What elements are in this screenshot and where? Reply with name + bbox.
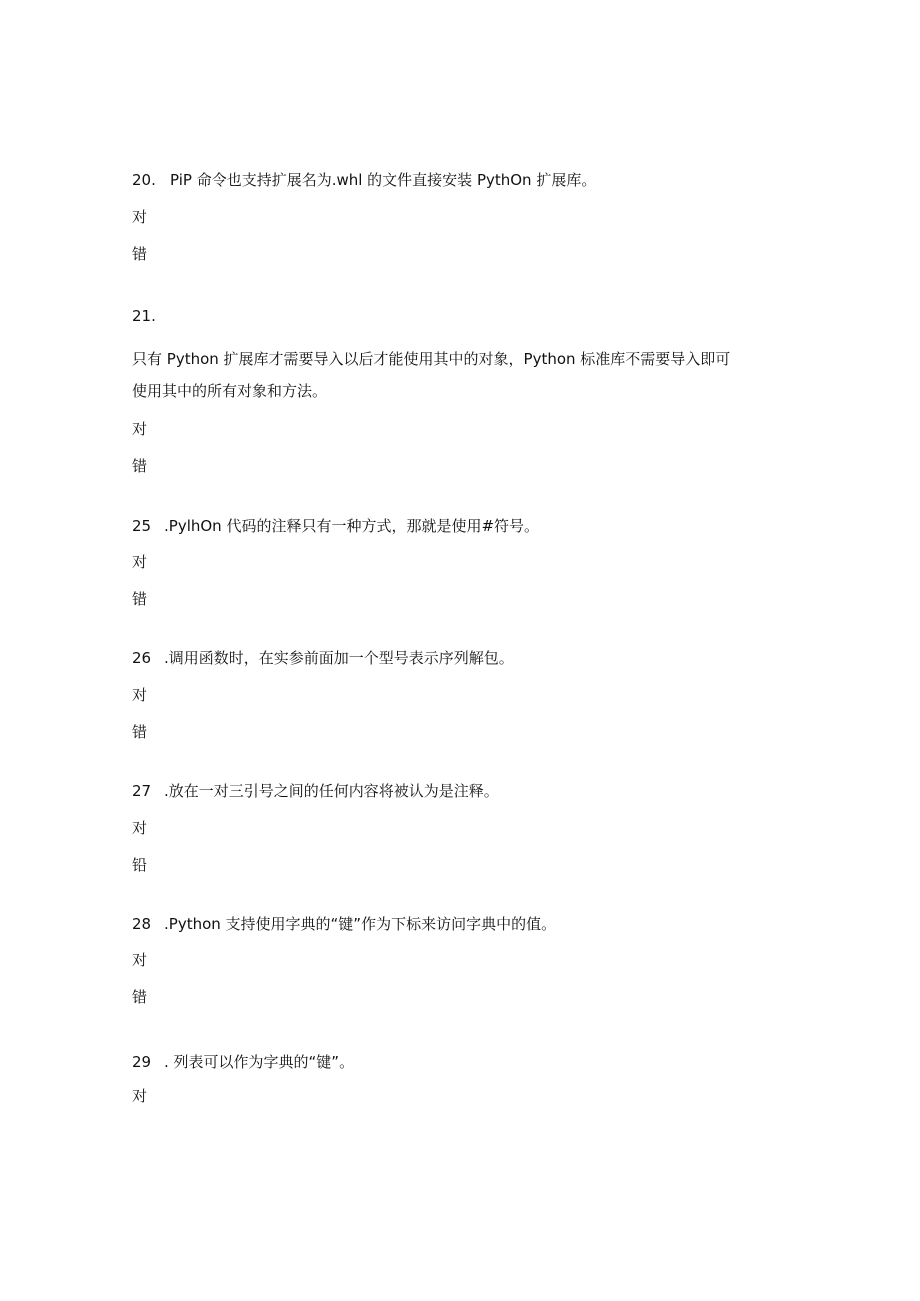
option-true: 对: [132, 1087, 148, 1105]
question-21-text-line-2: 使用其中的所有对象和方法。: [132, 382, 328, 400]
question-number: 25: [132, 517, 152, 535]
question-20: [132, 170, 596, 190]
question-25: [132, 516, 539, 536]
option-true: 对: [132, 819, 148, 837]
option-true: 对: [132, 420, 148, 438]
option-false: 错: [132, 723, 148, 741]
question-number: 29: [132, 1053, 152, 1071]
question-text: PiP 命令也支持扩展名为.whl 的文件直接安装 PythOn 扩展库。: [170, 171, 597, 189]
question-27: [132, 781, 499, 801]
option-false: 错: [132, 245, 148, 263]
question-text: .Python 支持使用字典的“键”作为下标来访问字典中的值。: [164, 915, 557, 933]
option-false: 错: [132, 457, 148, 475]
question-number: 27: [132, 782, 152, 800]
question-21-text-line-1: 只有 Python 扩展库才需要导入以后才能使用其中的对象，Python 标准库不需要导入即可: [132, 350, 731, 368]
option-true: 对: [132, 208, 148, 226]
option-true: 对: [132, 686, 148, 704]
option-false: 错: [132, 590, 148, 608]
question-text: .放在一对三引号之间的任何内容将被认为是注释。: [164, 782, 499, 800]
option-true: 对: [132, 951, 148, 969]
option-true: 对: [132, 553, 148, 571]
option-false: 铅: [132, 856, 148, 874]
question-26: [132, 648, 514, 668]
question-number: 28: [132, 915, 152, 933]
question-29: [132, 1052, 354, 1072]
question-text: . 列表可以作为字典的“键”。: [164, 1053, 355, 1071]
question-21-number: 21.: [132, 307, 156, 325]
question-number: 26: [132, 649, 152, 667]
question-text: .PylhOn 代码的注释只有一种方式，那就是使用#符号。: [164, 517, 540, 535]
question-28: [132, 914, 556, 934]
question-number: 20.: [132, 171, 156, 189]
option-false: 错: [132, 988, 148, 1006]
question-text: .调用函数时，在实参前面加一个型号表示序列解包。: [164, 649, 514, 667]
